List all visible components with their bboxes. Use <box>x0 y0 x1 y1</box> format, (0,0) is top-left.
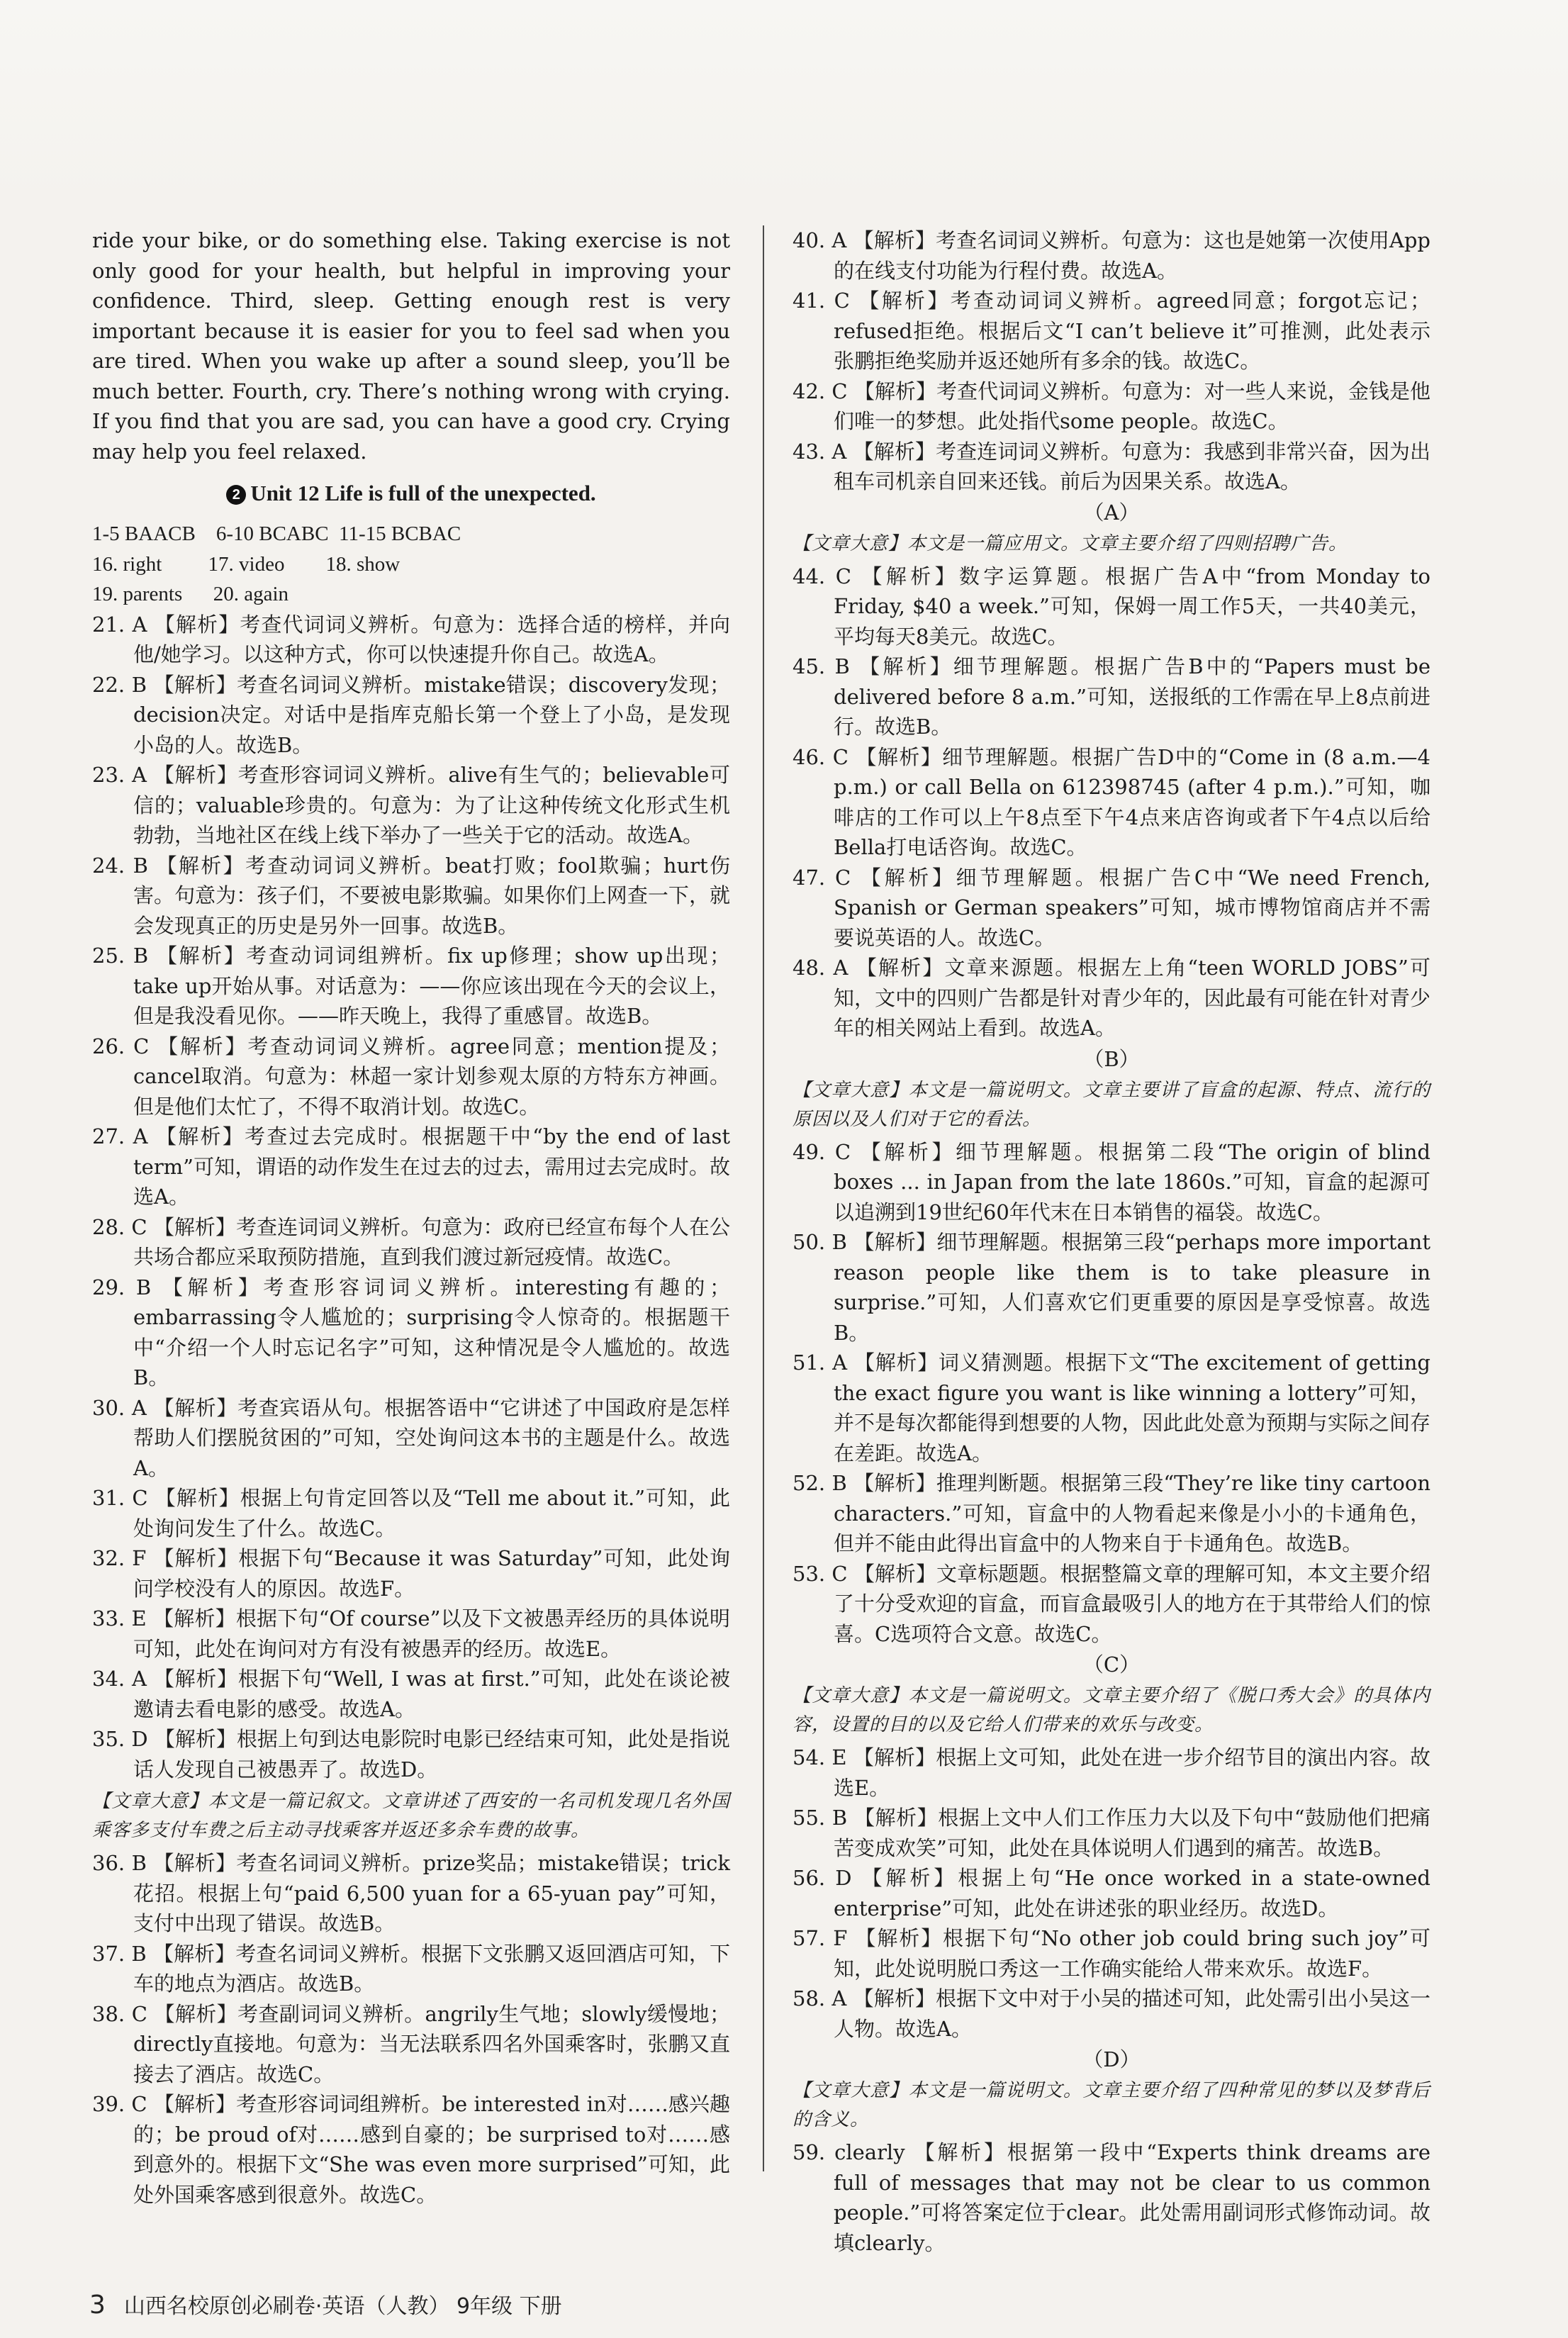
column-divider <box>763 225 764 2171</box>
section-b-explanations <box>793 1137 1430 1650</box>
answer-line: 19. parents 20. again <box>92 583 289 605</box>
summary-d: 【文章大意】本文是一篇说明文。文章主要介绍了四种常见的梦以及梦背后的含义。 <box>793 2080 1430 2130</box>
explanation-item: 51. A 【解析】词义猜测题。根据下文“The excitement of getting the exact figure you want is like winning a lottery”可知，并不是每次都能得到想要的人物，因此此处意为预期与实际之间存在差距。故选A。 <box>793 1350 1430 1465</box>
unit-number-badge: 2 <box>226 485 246 505</box>
explanation-item: 56. D 【解析】根据上句“He once worked in a state-owned enterprise”可知，此处在讲述张的职业经历。故选D。 <box>793 1866 1430 1920</box>
right-column <box>793 225 1430 2258</box>
explanation-item: 52. B 【解析】推理判断题。根据第三段“They’re like tiny cartoon characters.”可知，盲盒中的人物看起来像是小小的卡通角色，但并不能由此得出盲盒中的人物来自于卡通角色。故选B。 <box>793 1471 1430 1555</box>
unit-title: Unit 12 Life is full of the unexpected. <box>250 481 596 505</box>
explanation-item: 55. B 【解析】根据上文中人们工作压力大以及下句中“鼓励他们把痛苦变成欢笑”可知，此处在具体说明人们遇到的痛苦。故选B。 <box>793 1806 1430 1860</box>
explanation-item: 53. C 【解析】文章标题题。根据整篇文章的理解可知，本文主要介绍了十分受欢迎的盲盒，而盲盒最吸引人的地方在于其带给人们的惊喜。C选项符合文意。故选C。 <box>793 1561 1430 1646</box>
summary-c: 【文章大意】本文是一篇说明文。文章主要介绍了《脱口秀大会》的具体内容，设置的目的以及它给人们带来的欢乐与改变。 <box>793 1685 1430 1735</box>
page-number: 3 <box>89 2291 106 2320</box>
explanation-item: 30. A 【解析】考查宾语从句。根据答语中“它讲述了中国政府是怎样帮助人们摆脱贫困的”可知，空处询问这本书的主题是什么。故选A。 <box>92 1395 730 1480</box>
explanation-item: 45. B 【解析】细节理解题。根据广告B中的“Papers must be delivered before 8 a.m.”可知，送报纸的工作需在早上8点前进行。故选B。 <box>793 654 1430 739</box>
explanation-item: 40. A 【解析】考查名词词义辨析。句意为：这也是她第一次使用App的在线支付功能为行程付费。故选A。 <box>793 228 1430 283</box>
explanation-item: 57. F 【解析】根据下句“No other job could bring such joy”可知，此处说明脱口秀这一工作确实能给人带来欢乐。故选F。 <box>793 1926 1430 1981</box>
left-explanations-2 <box>92 1848 730 2210</box>
explanation-item: 36. B 【解析】考查名词词义辨析。prize奖品；mistake错误；trick花招。根据上句“paid 6,500 yuan for a 65-yuan pay”可知，支付中出现了错误。故选B。 <box>92 1851 730 1935</box>
explanation-item: 27. A 【解析】考查过去完成时。根据题干中“by the end of last term”可知，谓语的动作发生在过去的过去，需用过去完成时。故选A。 <box>92 1124 730 1209</box>
summary-b: 【文章大意】本文是一篇说明文。文章主要讲了盲盒的起源、特点、流行的原因以及人们对于它的看法。 <box>793 1079 1430 1130</box>
explanation-item: 23. A 【解析】考查形容词词义辨析。alive有生气的；believable可信的；valuable珍贵的。句意为：为了让这种传统文化形式生机勃勃，当地社区在线上线下举办了一些关于它的活动。故选A。 <box>92 763 730 847</box>
section-c-explanations <box>793 1743 1430 2044</box>
explanation-item: 29. B 【解析】考查形容词词义辨析。interesting有趣的；embarrassing令人尴尬的；surprising令人惊奇的。根据题干中“介绍一个人时忘记名字”可知，这种情况是令人尴尬的。故选B。 <box>92 1275 730 1389</box>
section-d-explanations <box>793 2137 1430 2258</box>
explanation-item: 34. A 【解析】根据下句“Well, I was at first.”可知，此处在谈论被邀请去看电影的感受。故选A。 <box>92 1667 730 1721</box>
right-explanations <box>793 225 1430 497</box>
explanation-item: 25. B 【解析】考查动词词组辨析。fix up修理；show up出现；take up开始从事。对话意为：——你应该出现在今天的会议上，但是我没看见你。——昨天晚上，我得了重感冒。故选B。 <box>92 944 730 1028</box>
left-explanations <box>92 610 730 1785</box>
unit-heading <box>92 478 730 509</box>
footer-title: 山西名校原创必刷卷·英语（人教） 9年级 下册 <box>123 2294 562 2319</box>
section-c-label: （C） <box>1082 1652 1141 1677</box>
explanation-item: 47. C 【解析】细节理解题。根据广告C中“We need French, Spanish or German speakers”可知，城市博物馆商店并不需要说英语的人。故选C。 <box>793 865 1430 950</box>
explanation-item: 35. D 【解析】根据上句到达电影院时电影已经结束可知，此处是指说话人发现自己被愚弄了。故选D。 <box>92 1727 730 1782</box>
answer-key <box>92 519 730 610</box>
answer-line: 1-5 BAACB 6-10 BCABC 11-15 BCBAC <box>92 522 461 545</box>
section-b-label: （B） <box>1083 1046 1140 1071</box>
explanation-item: 48. A 【解析】文章来源题。根据左上角“teen WORLD JOBS”可知，文中的四则广告都是针对青少年的，因此最有可能在针对青少年的相关网站上看到。故选A。 <box>793 956 1430 1040</box>
explanation-item: 43. A 【解析】考查连词词义辨析。句意为：我感到非常兴奋，因为出租车司机亲自回来还钱。前后为因果关系。故选A。 <box>793 439 1430 493</box>
summary-left: 【文章大意】本文是一篇记叙文。文章讲述了西安的一名司机发现几名外国乘客多支付车费之后主动寻找乘客并返还多余车费的故事。 <box>92 1791 730 1841</box>
explanation-item: 41. C 【解析】考查动词词义辨析。agreed同意；forgot忘记；refused拒绝。根据后文“I can’t believe it”可推测，此处表示张鹏拒绝奖励并返还她所有多余的钱。故选C。 <box>793 289 1430 373</box>
explanation-item: 39. C 【解析】考查形容词词组辨析。be interested in对……感兴趣的；be proud of对……感到自豪的；be surprised to对……感到意外的。根据下文“She was even more surprised”可知，此处外国乘客感到很意外。故选C。 <box>92 2092 730 2207</box>
section-a-explanations <box>793 561 1430 1044</box>
explanation-item: 24. B 【解析】考查动词词义辨析。beat打败；fool欺骗；hurt伤害。句意为：孩子们，不要被电影欺骗。如果你们上网查一下，就会发现真正的历史是另外一回事。故选B。 <box>92 853 730 938</box>
explanation-item: 28. C 【解析】考查连词词义辨析。句意为：政府已经宣布每个人在公共场合都应采取预防措施，直到我们渡过新冠疫情。故选C。 <box>92 1214 730 1269</box>
explanation-item: 42. C 【解析】考查代词词义辨析。句意为：对一些人来说，金钱是他们唯一的梦想。此处指代some people。故选C。 <box>793 379 1430 433</box>
explanation-item: 22. B 【解析】考查名词词义辨析。mistake错误；discovery发现；decision决定。对话中是指库克船长第一个登上了小岛，是发现小岛的人。故选B。 <box>92 672 730 757</box>
explanation-item: 21. A 【解析】考查代词词义辨析。句意为：选择合适的榜样，并向他/她学习。以这种方式，你可以快速提升你自己。故选A。 <box>92 612 730 666</box>
explanation-item: 37. B 【解析】考查名词词义辨析。根据下文张鹏又返回酒店可知，下车的地点为酒店。故选B。 <box>92 1941 730 1996</box>
explanation-item: 26. C 【解析】考查动词词义辨析。agree同意；mention提及；cancel取消。句意为：林超一家计划参观太原的方特东方神画。但是他们太忙了，不得不取消计划。故选C。 <box>92 1034 730 1119</box>
section-a-label: （A） <box>1083 500 1140 525</box>
explanation-item: 46. C 【解析】细节理解题。根据广告D中的“Come in (8 a.m.—4 p.m.) or call Bella on 612398745 (after 4 p.m.).”可知，咖啡店的工作可以上午8点至下午4点来店咨询或者下午4点以后给Bella打电话咨询。故选C。 <box>793 744 1430 859</box>
explanation-item: 54. E 【解析】根据上文可知，此处在进一步介绍节目的演出内容。故选E。 <box>793 1745 1430 1800</box>
explanation-item: 32. F 【解析】根据下句“Because it was Saturday”可知，此处询问学校没有人的原因。故选F。 <box>92 1546 730 1601</box>
explanation-item: 50. B 【解析】细节理解题。根据第三段“perhaps more important reason people like them is to take pleasure in surprise.”可知，人们喜欢它们更重要的原因是享受惊喜。故选B。 <box>793 1230 1430 1345</box>
section-d-label: （D） <box>1082 2047 1141 2071</box>
top-blank-area <box>0 0 1568 213</box>
explanation-item: 31. C 【解析】根据上句肯定回答以及“Tell me about it.”可知，此处询问发生了什么。故选C。 <box>92 1486 730 1540</box>
explanation-item: 58. A 【解析】根据下文中对于小吴的描述可知，此处需引出小吴这一人物。故选A。 <box>793 1986 1430 2041</box>
explanation-item: 33. E 【解析】根据下句“Of course”以及下文被愚弄经历的具体说明可知，此处在询问对方有没有被愚弄的经历。故选E。 <box>92 1606 730 1661</box>
explanation-item: 59. clearly 【解析】根据第一段中“Experts think dreams are full of messages that may not be clear to us common people.”可将答案定位于clear。此处需用副词形式修饰动词。故填clearly。 <box>793 2140 1430 2255</box>
summary-a: 【文章大意】本文是一篇应用文。文章主要介绍了四则招聘广告。 <box>793 532 1348 554</box>
left-column <box>92 225 730 2210</box>
answer-line: 16. right 17. video 18. show <box>92 552 401 576</box>
intro-paragraph: ride your bike, or do something else. Taking exercise is not only good for your health, but helpful in improving your confidence. Third, sleep. Getting enough rest is very important because it is easier for you to feel sad when you are tired. When you wake up after a sound sleep, you’ll be much better. Fourth, cry. There’s nothing wrong with crying. If you find that you are sad, you can have a good cry. Crying may help you feel relaxed. <box>92 228 730 464</box>
page-footer <box>89 2288 562 2320</box>
explanation-item: 49. C 【解析】细节理解题。根据第二段“The origin of blind boxes ... in Japan from the late 1860s.”可知，盲盒的起源可以追溯到19世纪60年代末在日本销售的福袋。故选C。 <box>793 1139 1430 1224</box>
explanation-item: 44. C 【解析】数字运算题。根据广告A中“from Monday to Friday, $40 a week.”可知，保姆一周工作5天，一共40美元，平均每天8美元。故选C。 <box>793 564 1430 649</box>
explanation-item: 38. C 【解析】考查副词词义辨析。angrily生气地；slowly缓慢地；directly直接地。句意为：当无法联系四名外国乘客时，张鹏又直接去了酒店。故选C。 <box>92 2001 730 2086</box>
